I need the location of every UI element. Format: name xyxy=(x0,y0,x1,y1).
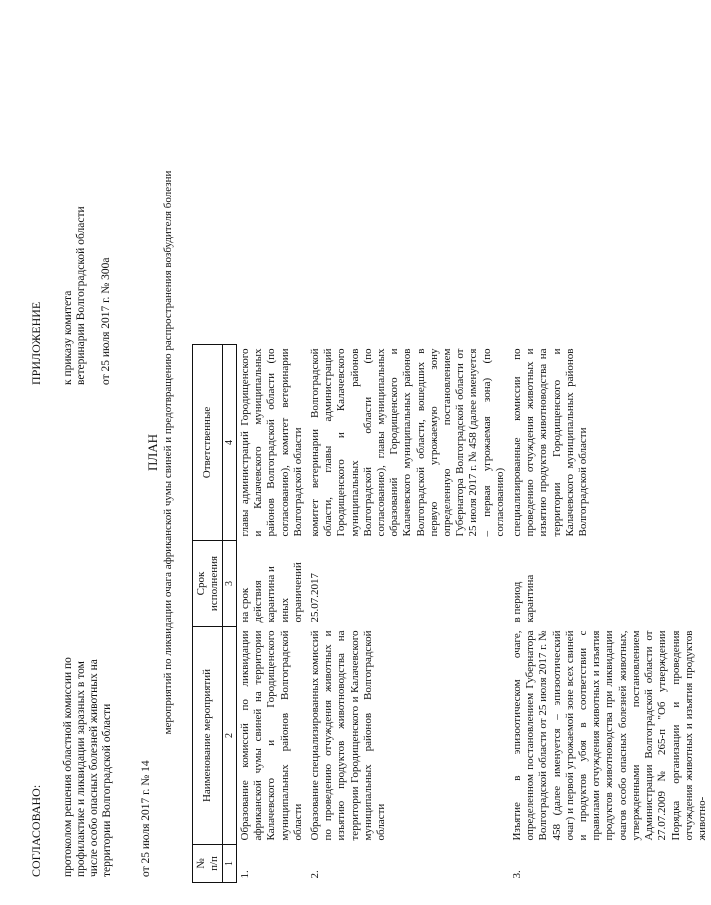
appendix-date: от 25 июля 2017 г. № 300а xyxy=(100,257,112,385)
row-term: на срок действия карантина и иных ограничений xyxy=(239,562,304,623)
row-term: в период карантина xyxy=(511,574,537,623)
appendix-title: ПРИЛОЖЕНИЕ xyxy=(29,301,43,385)
row-number: 3. xyxy=(511,870,524,879)
approval-date: от 25 июля 2017 г. № 14 xyxy=(140,760,152,877)
row-responsible: специализированные комиссии по проведению отчуждения животных и изъятию продуктов животноводства на территории Городищенского и Калачевского муниципальных районов Волгоградской области xyxy=(511,348,590,537)
approval-protocol: протоколом решения областной комиссии по профилактике и ликвидации заразных в том числе особо опасных болезней животных на территории Волгоградской области xyxy=(62,657,113,877)
table-column-numbers xyxy=(223,345,237,883)
column-number-2: 2 xyxy=(223,627,237,845)
row-measure: Образование специализированных комиссий по проведению отчуждения животных и изъятию продуктов животноводства на территории Городищенского и Калачевского муниципальных районов Волгоградской области xyxy=(309,630,388,841)
row-responsible: комитет ветеринарии Волгоградской области, главы администраций Городищенского и Калачевского муниципальных районов Волгоградской области (по согласованию), главы муниципальных образований Городищенского и Калачевского муниципальных районов Волгоградской области, вошедших в первую угрожаемую зону определенную постановлением Губернатора Волгоградской области от 25 июля 2017 г. № 458 (далее именуется – первая угрожаемая зона) (по согласованию) xyxy=(309,348,506,537)
header-term: Срок исполнения xyxy=(193,541,223,627)
column-number-4: 4 xyxy=(223,345,237,541)
measures-table xyxy=(192,344,711,883)
header-number: № п/п xyxy=(193,845,223,883)
row-number: 2. xyxy=(309,870,322,879)
row-measure: Образование комиссий по ликвидации африканской чумы свиней на территории Калачевского и Городищенского муниципальных районов Волгоградской области xyxy=(239,630,304,841)
header-responsible: Ответственные xyxy=(193,345,223,541)
table-header-row xyxy=(193,345,223,883)
table-row xyxy=(237,345,308,883)
table-row xyxy=(509,345,711,883)
header-measure: Наименование мероприятий xyxy=(193,627,223,845)
table-row xyxy=(307,345,509,883)
column-number-1: 1 xyxy=(223,845,237,883)
column-number-3: 3 xyxy=(223,541,237,627)
plan-title: ПЛАН xyxy=(145,434,160,471)
approval-title: СОГЛАСОВАНО: xyxy=(29,784,43,877)
row-number: 1. xyxy=(239,870,251,879)
row-term: 25.07.2017 xyxy=(309,573,322,623)
row-measure: Изъятие в эпизоотическом очаге, определенном постановлением Губернатора Волгоградской области от 25 июля 2017 г. № 458 (далее именуется – эпизоотический очаг) и первой угрожаемой зоне всех свиней и продуктов убоя в соответствии с правилами отчуждения животных и изъятия продуктов животноводства при ликвидации очагов особо опасных болезней животных, утвержденными постановлением Администрации Волгоградской области от 27.07.2009 № 265-п "Об утверждении Порядка организации и проведения отчуждения животных и изъятия продуктов животно- xyxy=(511,630,708,841)
row-responsible: главы администраций Городищенского и Калачевского муниципальных районов Волгоградской области (по согласованию), комитет ветеринарии Волгоградской области xyxy=(239,348,304,537)
appendix-order: к приказу комитета ветеринарии Волгоградской области xyxy=(62,206,87,385)
plan-subtitle: мероприятий по ликвидации очага африканской чумы свиней и предотвращению распространения возбудителя болезни xyxy=(162,170,174,735)
